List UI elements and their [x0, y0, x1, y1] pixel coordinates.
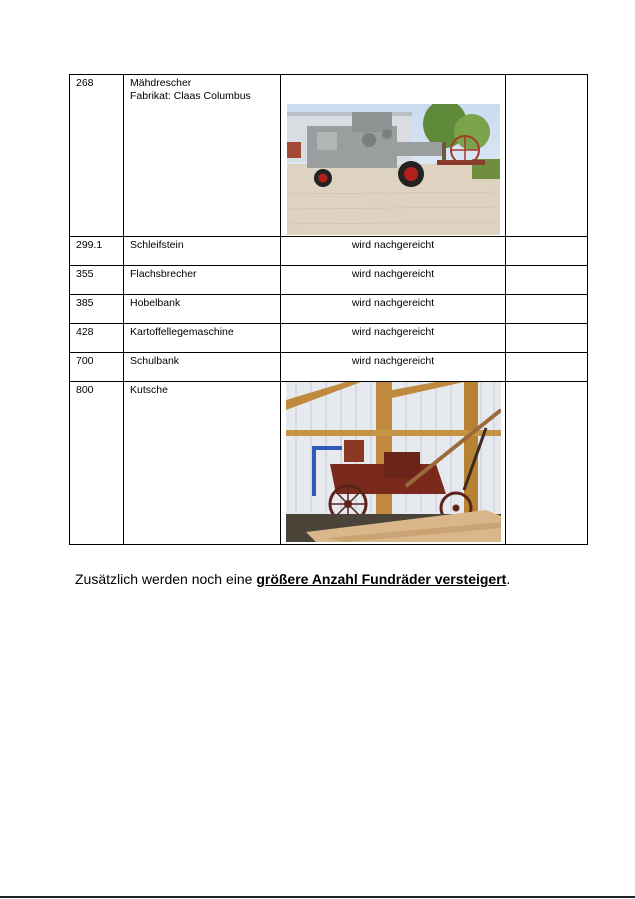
item-status: wird nachgereicht [281, 324, 506, 353]
additional-note [75, 570, 595, 588]
item-number: 800 [70, 382, 124, 545]
combine-harvester-photo [287, 104, 500, 235]
item-notes [506, 295, 588, 324]
item-name: Flachsbrecher [124, 266, 281, 295]
item-photo-cell [281, 75, 506, 237]
item-notes [506, 266, 588, 295]
item-notes [506, 382, 588, 545]
item-name: Mähdrescher [130, 77, 192, 89]
item-number: 428 [70, 324, 124, 353]
item-notes [506, 237, 588, 266]
table-row [70, 295, 588, 324]
note-emphasis: größere Anzahl Fundräder versteigert [256, 571, 507, 587]
item-number: 355 [70, 266, 124, 295]
item-status: wird nachgereicht [281, 353, 506, 382]
item-notes [506, 324, 588, 353]
item-status: wird nachgereicht [281, 295, 506, 324]
item-status: wird nachgereicht [281, 237, 506, 266]
item-notes [506, 353, 588, 382]
table-row [70, 324, 588, 353]
carriage-photo [286, 382, 501, 542]
item-name: Kutsche [124, 382, 281, 545]
page-bottom-divider [0, 896, 635, 898]
item-name: Schulbank [124, 353, 281, 382]
item-number: 299.1 [70, 237, 124, 266]
item-manufacturer: Fabrikat: Claas Columbus [130, 90, 251, 102]
item-photo-cell [281, 382, 506, 545]
item-number: 385 [70, 295, 124, 324]
table-row [70, 266, 588, 295]
note-prefix: Zusätzlich werden noch eine [75, 571, 257, 587]
table-row [70, 353, 588, 382]
note-suffix: . [506, 571, 511, 587]
table-row [70, 382, 588, 545]
item-name: Hobelbank [124, 295, 281, 324]
table-row [70, 75, 588, 237]
auction-items-table [69, 74, 588, 545]
item-notes [506, 75, 588, 237]
item-number: 700 [70, 353, 124, 382]
item-status: wird nachgereicht [281, 266, 506, 295]
table-row [70, 237, 588, 266]
item-number: 268 [70, 75, 124, 237]
item-name: Schleifstein [124, 237, 281, 266]
item-description [124, 75, 281, 237]
item-name: Kartoffellegemaschine [124, 324, 281, 353]
